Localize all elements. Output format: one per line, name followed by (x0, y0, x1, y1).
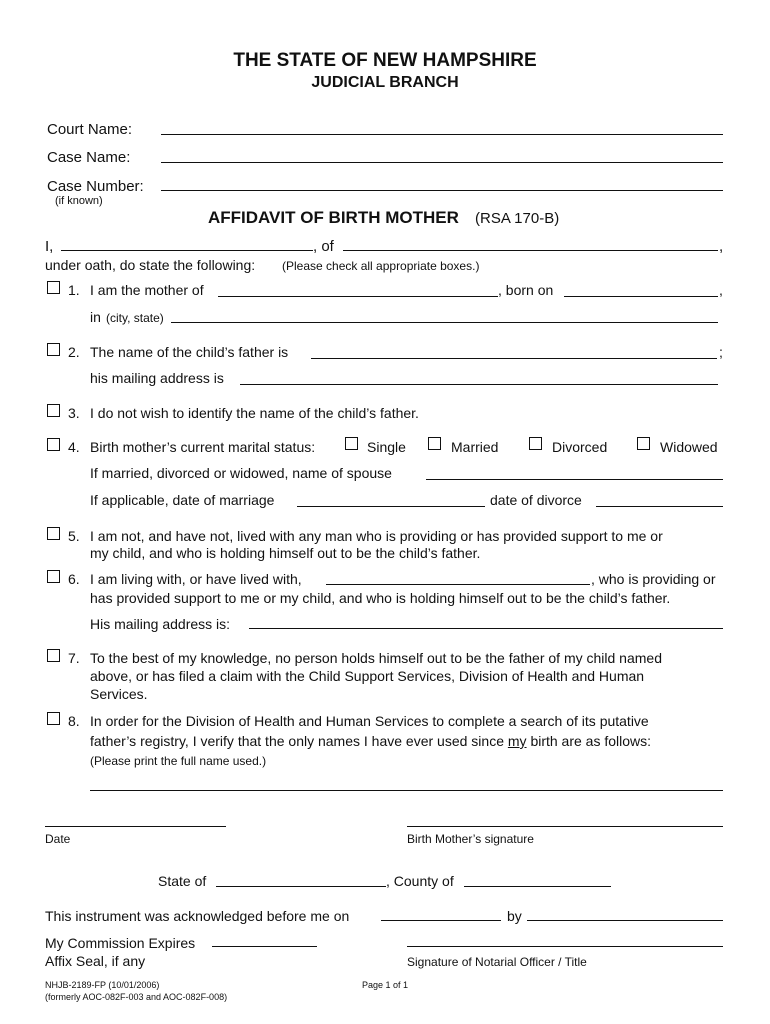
mother-signature-label: Birth Mother’s signature (407, 832, 534, 846)
date-label: Date (45, 832, 71, 846)
case-number-label: Case Number: (47, 178, 144, 195)
notary-county-field[interactable] (464, 886, 611, 887)
court-name-label: Court Name: (47, 121, 133, 138)
commission-label: My Commission Expires (45, 935, 196, 951)
birth-city-state-field[interactable] (171, 322, 718, 323)
acknowledged-label: This instrument was acknowledged before me on (45, 908, 350, 924)
widowed-checkbox[interactable] (637, 437, 650, 450)
item-4-checkbox[interactable] (47, 438, 60, 451)
item-8-line-2 (90, 733, 651, 750)
item-6-number: 6. (68, 571, 80, 587)
form-statute: (RSA 170-B) (475, 210, 560, 227)
birth-date-field[interactable] (564, 296, 718, 297)
divorced-checkbox[interactable] (529, 437, 542, 450)
commission-expires-field[interactable] (212, 946, 317, 947)
item-4-text: Birth mother’s current marital status: (90, 439, 316, 455)
document-title: THE STATE OF NEW HAMPSHIRE (233, 50, 537, 71)
item-8-line-2a: father’s registry, I verify that the only names I have ever used since (90, 733, 504, 749)
child-name-field[interactable] (218, 296, 498, 297)
item-3-checkbox[interactable] (47, 404, 60, 417)
married-label: Married (451, 439, 499, 455)
if-known-note: (if known) (55, 195, 103, 207)
document-subtitle: JUDICIAL BRANCH (311, 74, 459, 91)
city-state-note: (city, state) (106, 311, 164, 325)
item-5-line-1: I am not, and have not, lived with any man who is providing or has provided support to me or (90, 528, 663, 544)
item-5-number: 5. (68, 528, 80, 544)
by-label: by (507, 908, 522, 924)
item-7-line-1: To the best of my knowledge, no person holds himself out to be the father of my child named (90, 650, 662, 666)
cohabitant-mailing-label: His mailing address is: (90, 616, 231, 632)
acknowledged-date-field[interactable] (381, 920, 501, 921)
item-1-text: I am the mother of (90, 282, 204, 298)
item-2-checkbox[interactable] (47, 343, 60, 356)
spouse-name-field[interactable] (426, 479, 723, 480)
notary-signature-field[interactable] (407, 946, 723, 947)
state-of-label: State of (158, 873, 207, 889)
item-5-line-2: my child, and who is holding himself out to be the child’s father. (90, 545, 481, 561)
seal-label: Affix Seal, if any (45, 953, 146, 969)
case-name-field[interactable] (161, 162, 723, 163)
acknowledged-by-field[interactable] (527, 920, 723, 921)
case-number-field[interactable] (161, 190, 723, 191)
marriage-date-field[interactable] (297, 506, 485, 507)
item-1-comma: , (719, 282, 723, 298)
item-2-number: 2. (68, 344, 80, 360)
item-8-number: 8. (68, 713, 80, 729)
divorce-date-field[interactable] (596, 506, 723, 507)
oath-statement: under oath, do state the following: (45, 257, 256, 273)
item-8-line-1: In order for the Division of Health and Human Services to complete a search of its putative (90, 713, 649, 729)
item-6-providing: , who is providing or (591, 571, 716, 587)
divorced-label: Divorced (552, 439, 608, 455)
form-title: AFFIDAVIT OF BIRTH MOTHER (208, 208, 459, 227)
father-mailing-label: his mailing address is (90, 370, 224, 386)
single-checkbox[interactable] (345, 437, 358, 450)
notary-signature-label: Signature of Notarial Officer / Title (407, 955, 587, 969)
check-note: (Please check all appropriate boxes.) (282, 259, 480, 273)
item-8-line-2b: birth are as follows: (530, 733, 652, 749)
court-name-field[interactable] (161, 134, 723, 135)
item-1-number: 1. (68, 282, 80, 298)
item-3-number: 3. (68, 405, 80, 421)
item-1-checkbox[interactable] (47, 281, 60, 294)
item-4-number: 4. (68, 439, 80, 455)
item-7-line-2: above, or has filed a claim with the Child Support Services, Division of Health and Human (90, 668, 645, 684)
widowed-label: Widowed (660, 439, 718, 455)
married-checkbox[interactable] (428, 437, 441, 450)
page-number: Page 1 of 1 (362, 980, 409, 990)
cohabitant-name-field[interactable] (326, 584, 590, 585)
cohabitant-mailing-field[interactable] (249, 628, 723, 629)
item-7-line-3: Services. (90, 686, 148, 702)
divorce-date-label: date of divorce (490, 492, 582, 508)
item-7-number: 7. (68, 650, 80, 666)
spouse-name-label: If married, divorced or widowed, name of spouse (90, 465, 392, 481)
item-6-checkbox[interactable] (47, 570, 60, 583)
item-8-my: my (507, 733, 527, 749)
born-on-label: , born on (498, 282, 554, 298)
item-5-checkbox[interactable] (47, 527, 60, 540)
item-8-checkbox[interactable] (47, 712, 60, 725)
affiant-name-field[interactable] (61, 250, 313, 251)
affiant-address-field[interactable] (343, 250, 718, 251)
marriage-date-label: If applicable, date of marriage (90, 492, 275, 508)
intro-of-label: , of (313, 238, 334, 255)
item-2-text: The name of the child’s father is (90, 344, 289, 360)
print-name-note: (Please print the full name used.) (90, 754, 267, 768)
item-6-line-2: has provided support to me or my child, and who is holding himself out to be the child’s father. (90, 590, 671, 606)
in-label: in (90, 309, 101, 325)
form-id: NHJB-2189-FP (10/01/2006) (45, 980, 160, 990)
item-2-semicolon: ; (719, 344, 723, 360)
intro-i-label: I, (45, 238, 54, 255)
single-label: Single (367, 439, 406, 455)
father-name-field[interactable] (311, 358, 717, 359)
item-7-checkbox[interactable] (47, 649, 60, 662)
father-mailing-field[interactable] (240, 384, 718, 385)
notary-state-field[interactable] (216, 886, 386, 887)
intro-comma: , (719, 238, 724, 255)
county-of-label: , County of (386, 873, 454, 889)
case-name-label: Case Name: (47, 149, 131, 166)
date-field[interactable] (45, 826, 226, 827)
item-6-text: I am living with, or have lived with, (90, 571, 302, 587)
names-used-field[interactable] (90, 790, 723, 791)
item-3-text: I do not wish to identify the name of the child’s father. (90, 405, 419, 421)
mother-signature-field[interactable] (407, 826, 723, 827)
formerly-note: (formerly AOC-082F-003 and AOC-082F-008) (45, 992, 228, 1002)
